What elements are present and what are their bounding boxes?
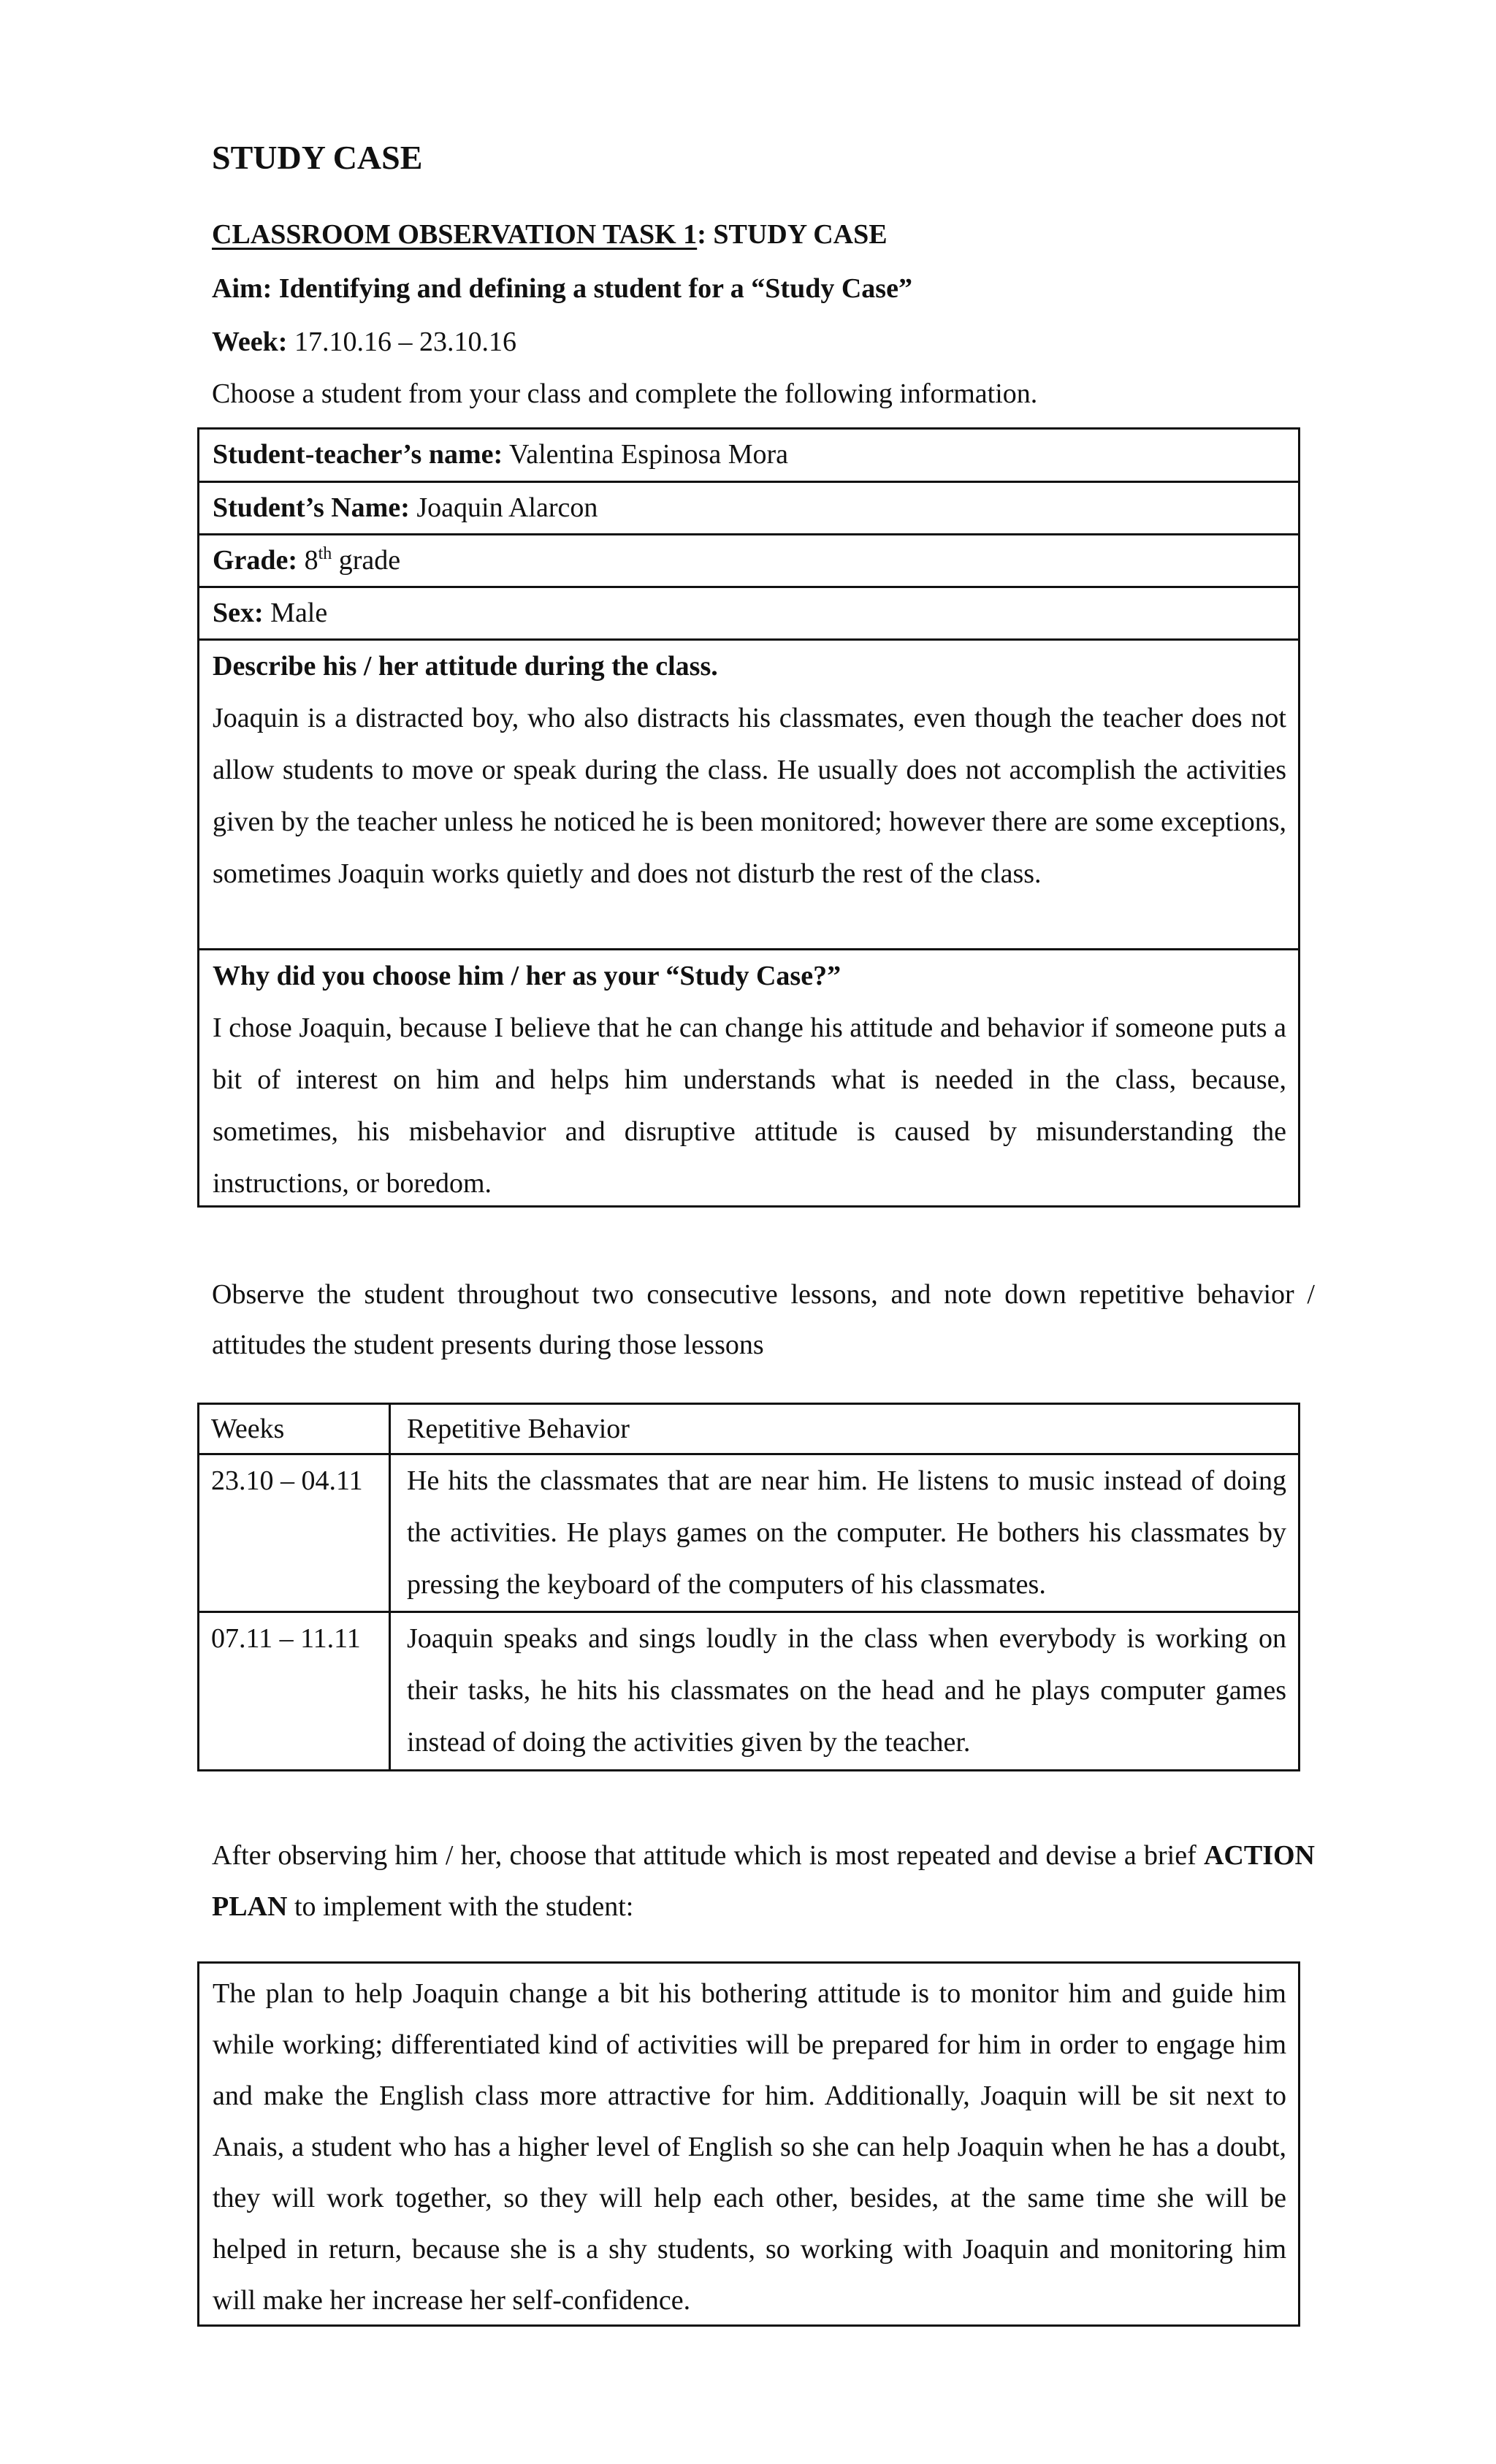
attitude-row: [199, 641, 1298, 950]
student-name-label: Student’s Name:: [213, 492, 410, 523]
student-name-row: [199, 483, 1298, 535]
instruction-line: Choose a student from your class and complete the following information.: [212, 378, 1038, 409]
header-behavior: Repetitive Behavior: [407, 1414, 630, 1444]
task-label: CLASSROOM OBSERVATION TASK 1: [212, 219, 698, 250]
row-week: 23.10 – 04.11: [199, 1455, 391, 1611]
attitude-heading: Describe his / her attitude during the class.: [213, 651, 718, 682]
aim-line: Aim: Identifying and defining a student for a “Study Case”: [212, 273, 912, 304]
task-suffix: : STUDY CASE: [697, 219, 888, 250]
action-instruction-after: to implement with the student:: [287, 1891, 634, 1922]
action-plan-text: The plan to help Joaquin change a bit his bothering attitude is to monitor him and guide him while working; differentiated kind of activities will be prepared for him in order to engage him and make the English class more attractive for him. Additionally, Joaquin will be sit next to Anais, a student who has a higher level of English so she can help Joaquin when he has a doubt, they will work together, so they will help each other, besides, at the same time she will be helped in return, because she is a shy students, so working with Joaquin and monitoring him will make her increase her self-confidence.: [213, 1978, 1286, 2316]
behavior-table: [197, 1403, 1300, 1771]
page-title: STUDY CASE: [212, 139, 423, 176]
why-heading: Why did you choose him / her as your “Study Case?”: [213, 961, 842, 991]
table-row: [199, 1455, 1298, 1613]
action-plan-label: ACTION PLAN: [212, 1840, 1315, 1922]
row-week: 07.11 – 11.11: [199, 1613, 391, 1769]
teacher-name-label: Student-teacher’s name:: [213, 439, 503, 470]
attitude-text: Joaquin is a distracted boy, who also distracts his classmates, even though the teacher does not allow students to move or speak during the class. He usually does not accomplish the activities given by the teacher unless he noticed he is been monitored; however there are some exceptions, sometimes Joaquin works quietly and does not disturb the rest of the class.: [213, 703, 1286, 889]
week-value: 17.10.16 – 23.10.16: [294, 327, 516, 357]
table-row: [199, 1613, 1298, 1769]
header-weeks: Weeks: [199, 1405, 391, 1453]
teacher-name-row: [199, 430, 1298, 483]
sex-label: Sex:: [213, 598, 264, 628]
why-row: [199, 950, 1298, 1205]
why-text: I chose Joaquin, because I believe that he can change his attitude and behavior if someone puts a bit of interest on him and helps him understands what is needed in the class, because, sometimes, his misbehavior and disruptive attitude is caused by misunderstanding the instructions, or boredom.: [213, 1012, 1286, 1199]
row-behavior: He hits the classmates that are near him. He listens to music instead of doing the activities. He plays games on the computer. He bothers his classmates by pressing the keyboard of the computers of his classmates.: [407, 1465, 1286, 1600]
task-heading: [212, 216, 888, 253]
behavior-table-header: [199, 1405, 1298, 1455]
action-instruction-before: After observing him / her, choose that attitude which is most repeated and devise a brief: [212, 1840, 1197, 1871]
observe-instruction: Observe the student throughout two consecutive lessons, and note down repetitive behavior / attitudes the student presents during those lessons: [212, 1279, 1315, 1360]
student-info-table: [197, 427, 1300, 1208]
grade-label: Grade:: [213, 545, 298, 576]
action-plan-box: [197, 1961, 1300, 2327]
sex-value: Male: [270, 598, 328, 628]
grade-value-rest: grade: [338, 545, 401, 576]
row-behavior: Joaquin speaks and sings loudly in the class when everybody is working on their tasks, he hits his classmates on the head and he plays computer games instead of doing the activities given by the teacher.: [407, 1623, 1286, 1758]
grade-value-sup: th: [318, 544, 332, 563]
teacher-name-value: Valentina Espinosa Mora: [508, 439, 789, 470]
action-instruction: [212, 1830, 1315, 1932]
week-line: [212, 324, 516, 360]
student-name-value: Joaquin Alarcon: [416, 492, 598, 523]
grade-value-num: 8: [304, 545, 318, 576]
grade-row: [199, 535, 1298, 588]
sex-row: [199, 588, 1298, 641]
week-label: Week:: [212, 327, 288, 357]
